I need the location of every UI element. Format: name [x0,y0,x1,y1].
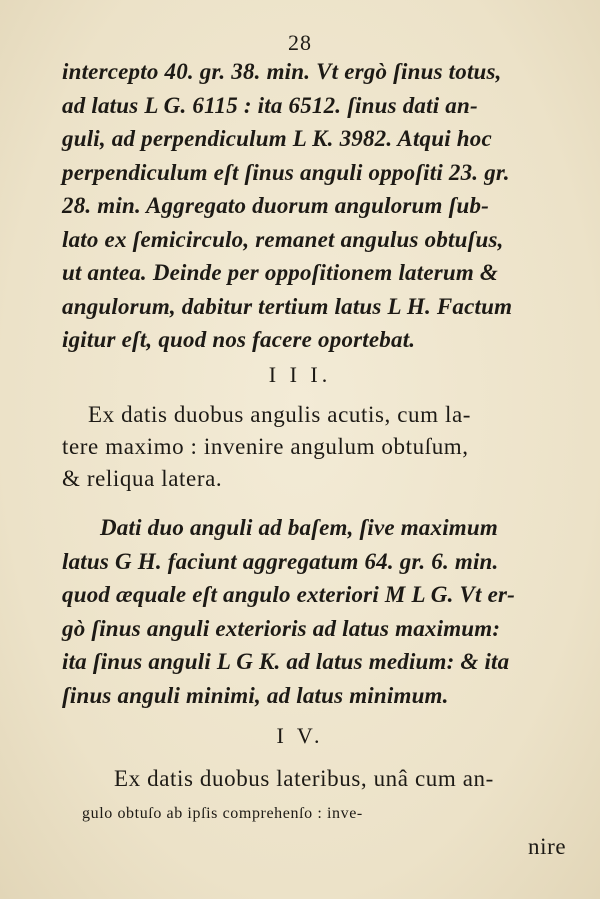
text-line: Ex datis duobus angulis acutis, cum la- [88,402,472,427]
text-line: angulorum, dabitur tertium latus L H. Factum [62,294,513,319]
section-heading: I I I. [268,362,332,387]
catchword: nire [528,834,567,859]
text-line: ad latus L G. 6115 : ita 6512. ſinus dati an- [62,93,478,118]
text-line: lato ex ſemicirculo, remanet angulus obtuſus, [62,227,504,252]
text-line: Dati duo anguli ad baſem, ſive maximum [100,515,498,540]
text-line: perpendiculum eſt ſinus anguli oppoſiti 23. gr. [62,160,510,185]
text-line: ut antea. Deinde per oppoſitionem laterum & [62,260,499,285]
text-line: tere maximo : invenire angulum obtuſum, [62,434,469,459]
text-line: ſinus anguli minimi, ad latus minimum. [62,683,449,708]
text-line: igitur eſt, quod nos facere oportebat. [62,327,416,352]
text-line: intercepto 40. gr. 38. min. Vt ergò ſinus totus, [62,59,502,84]
text-line: latus G H. faciunt aggregatum 64. gr. 6. min. [62,549,499,574]
text-line: ita ſinus anguli L G K. ad latus medium: & ita [62,649,510,674]
text-line: quod æquale eſt angulo exteriori M L G. Vt er- [62,582,516,607]
page-number: 28 [288,30,312,55]
text-line: gulo obtuſo ab ipſis comprehenſo : inve- [82,805,363,822]
text-line: 28. min. Aggregato duorum angulorum ſub- [62,193,489,218]
text-line: gò ſinus anguli exterioris ad latus maximum: [62,616,501,641]
text-line: guli, ad perpendiculum L K. 3982. Atqui hoc [62,126,492,151]
section-heading: I V. [276,723,324,748]
text-line: Ex datis duobus lateribus, unâ cum an- [114,766,494,791]
text-line: & reliqua latera. [62,466,223,491]
